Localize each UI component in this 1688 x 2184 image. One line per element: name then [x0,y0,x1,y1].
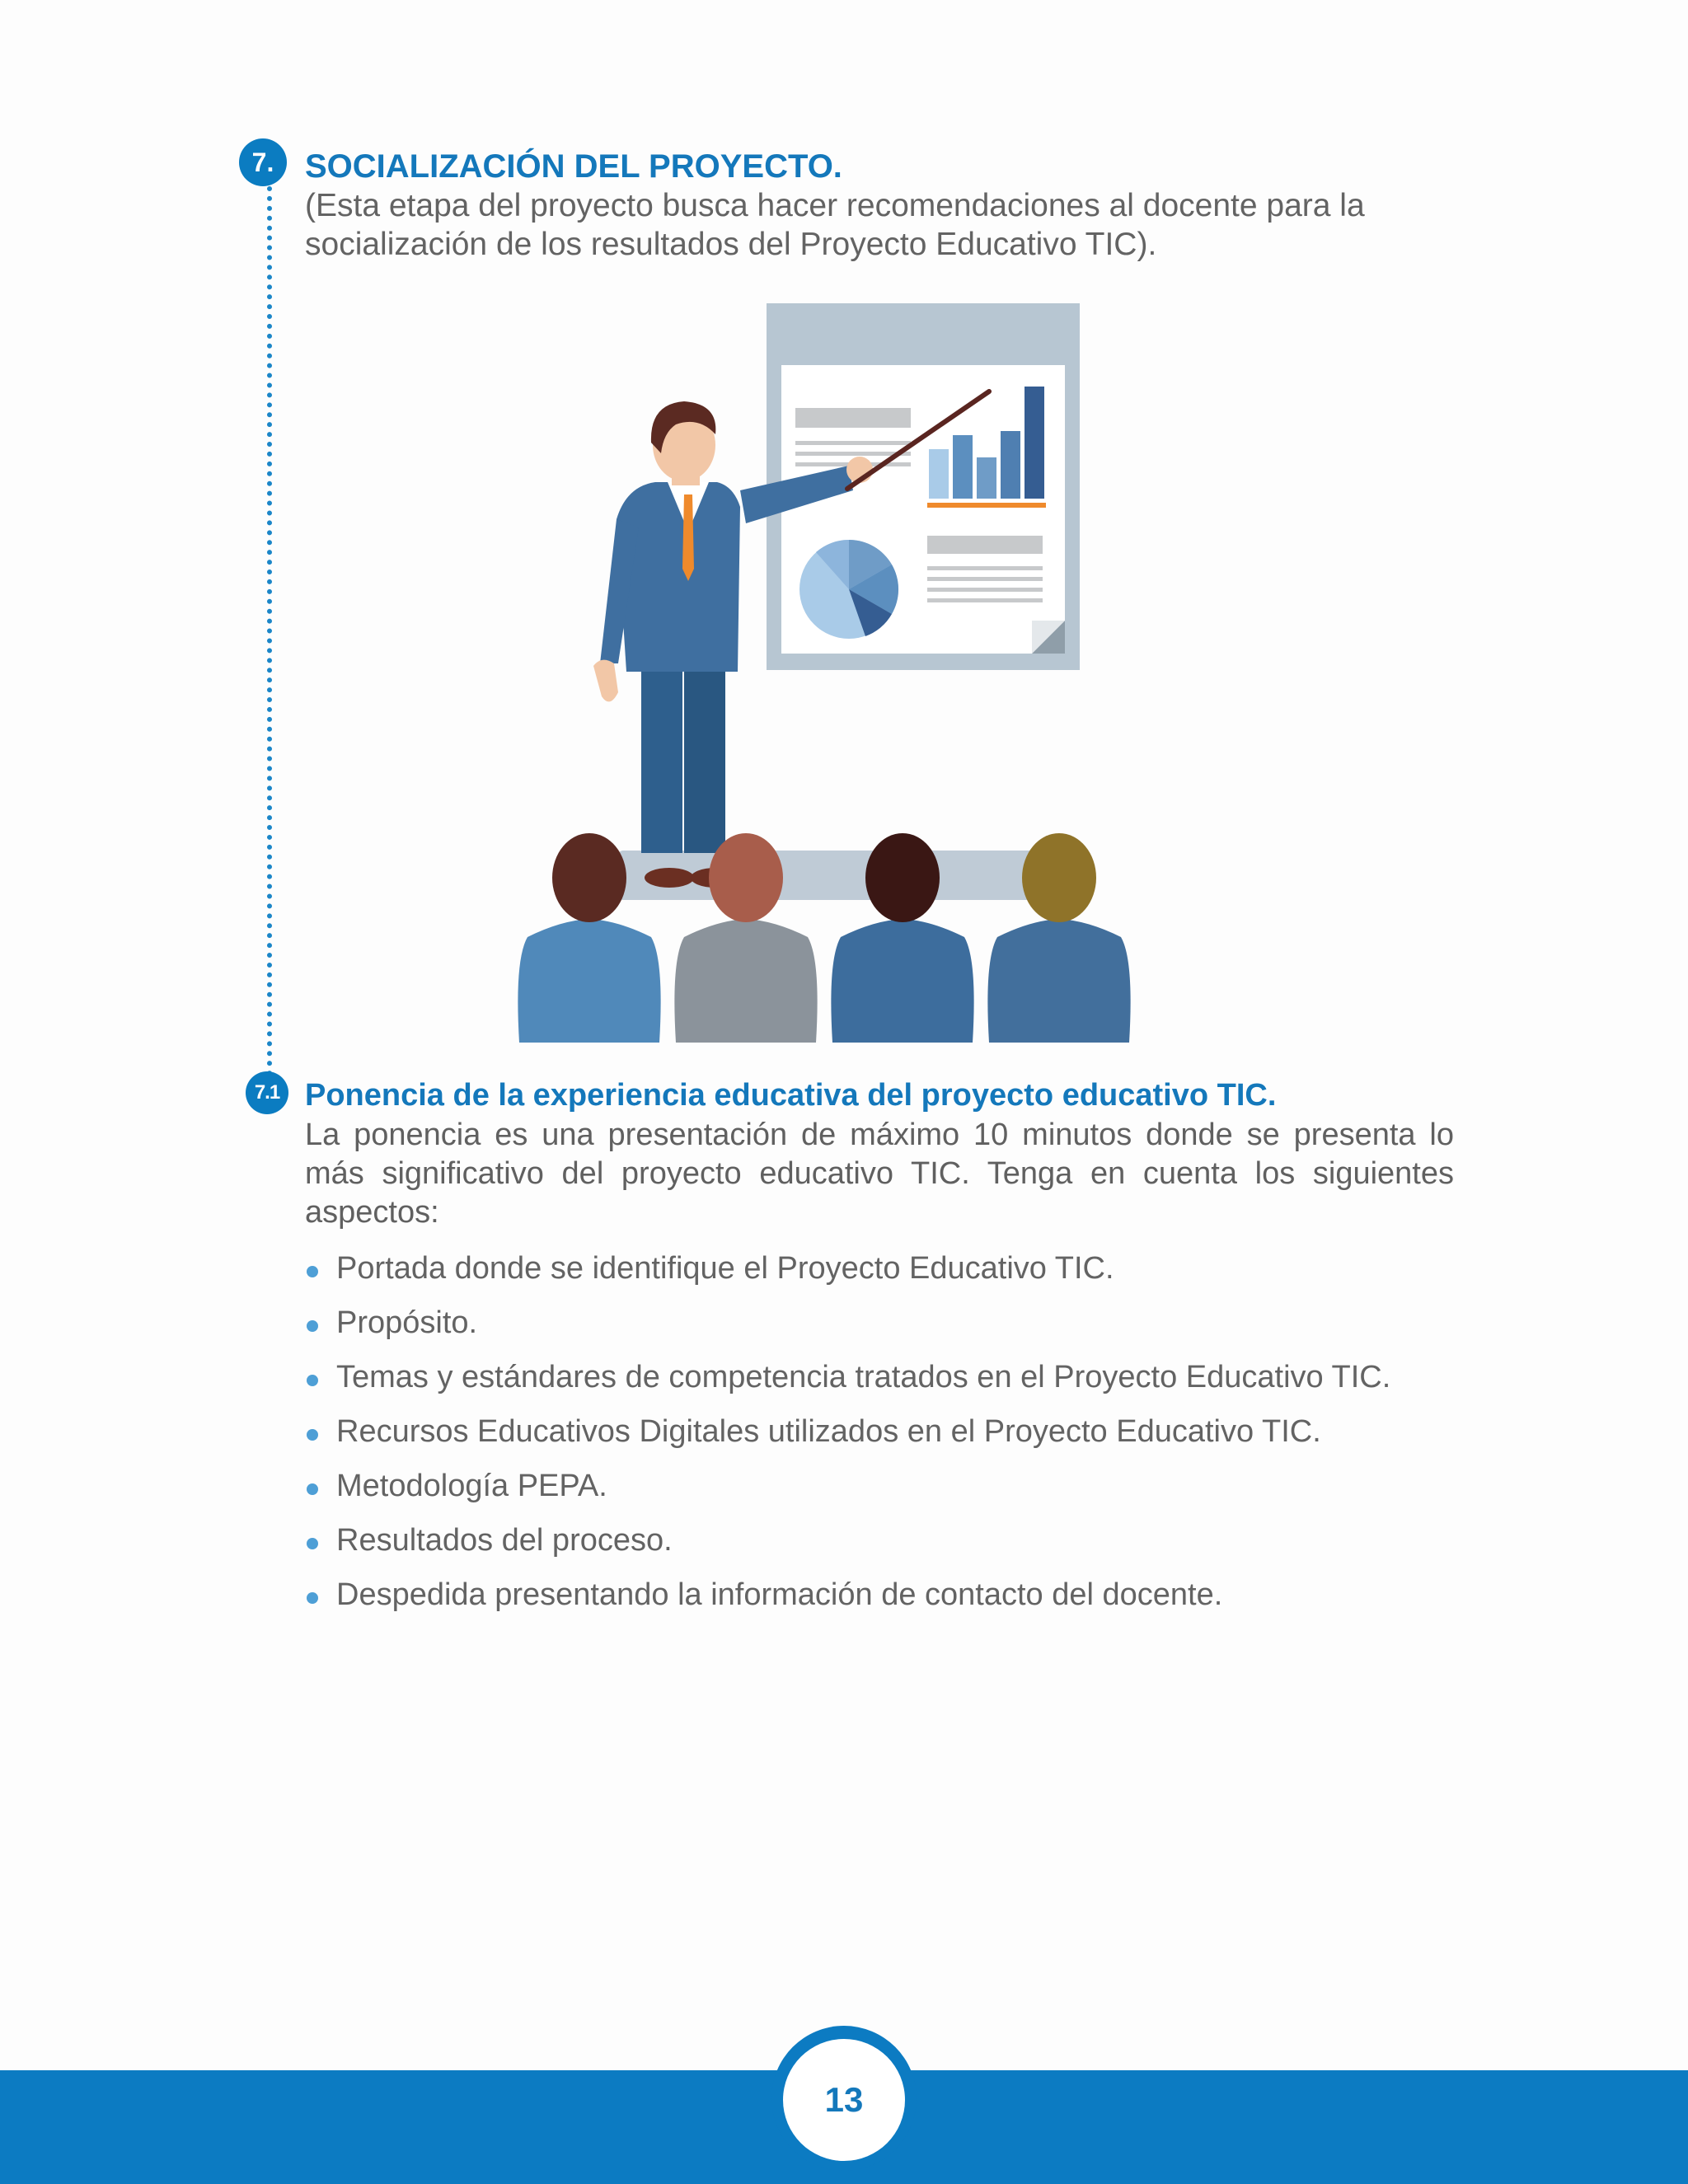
bullet-dot-icon [307,1483,318,1495]
bullet-dot-icon [307,1538,318,1549]
presenter-leg [641,655,682,853]
presenter-jacket [617,482,740,672]
section-number-badge: 7. [239,138,287,186]
list-item: Resultados del proceso. [305,1521,1426,1560]
section-subtitle: (Esta etapa del proyecto busca hacer recomendaciones al docente para la socialización de los resultados del Proyecto Educativo TIC). [305,188,1365,262]
list-item: Temas y estándares de competencia tratados en el Proyecto Educativo TIC. [305,1358,1426,1397]
bullet-dot-icon [307,1266,318,1277]
subsection-title: Ponencia de la experiencia educativa del proyecto educativo TIC. [305,1078,1277,1113]
section-title: SOCIALIZACIÓN DEL PROYECTO. [305,148,842,185]
presentation-illustration [511,301,1137,1055]
list-item: Metodología PEPA. [305,1467,1426,1506]
aspects-list [305,1249,1426,1630]
page-number: 13 [783,2039,905,2161]
subsection-number-badge: 7.1 [246,1071,288,1114]
presenter-tie [682,494,694,581]
subsection-paragraph: La ponencia es una presentación de máximo 10 minutos donde se presenta lo más significativo del proyecto educativo TIC. Tenga en cuenta los siguientes aspectos: [305,1118,1454,1230]
list-item: Recursos Educativos Digitales utilizados en el Proyecto Educativo TIC. [305,1413,1426,1451]
bullet-dot-icon [307,1592,318,1604]
list-item: Despedida presentando la información de contacto del docente. [305,1576,1426,1615]
bullet-dot-icon [307,1320,318,1332]
list-item: Propósito. [305,1304,1426,1343]
list-item: Portada donde se identifique el Proyecto Educativo TIC. [305,1249,1426,1288]
section-timeline-dots [267,186,272,1076]
bullet-dot-icon [307,1375,318,1386]
bullet-dot-icon [307,1429,318,1441]
